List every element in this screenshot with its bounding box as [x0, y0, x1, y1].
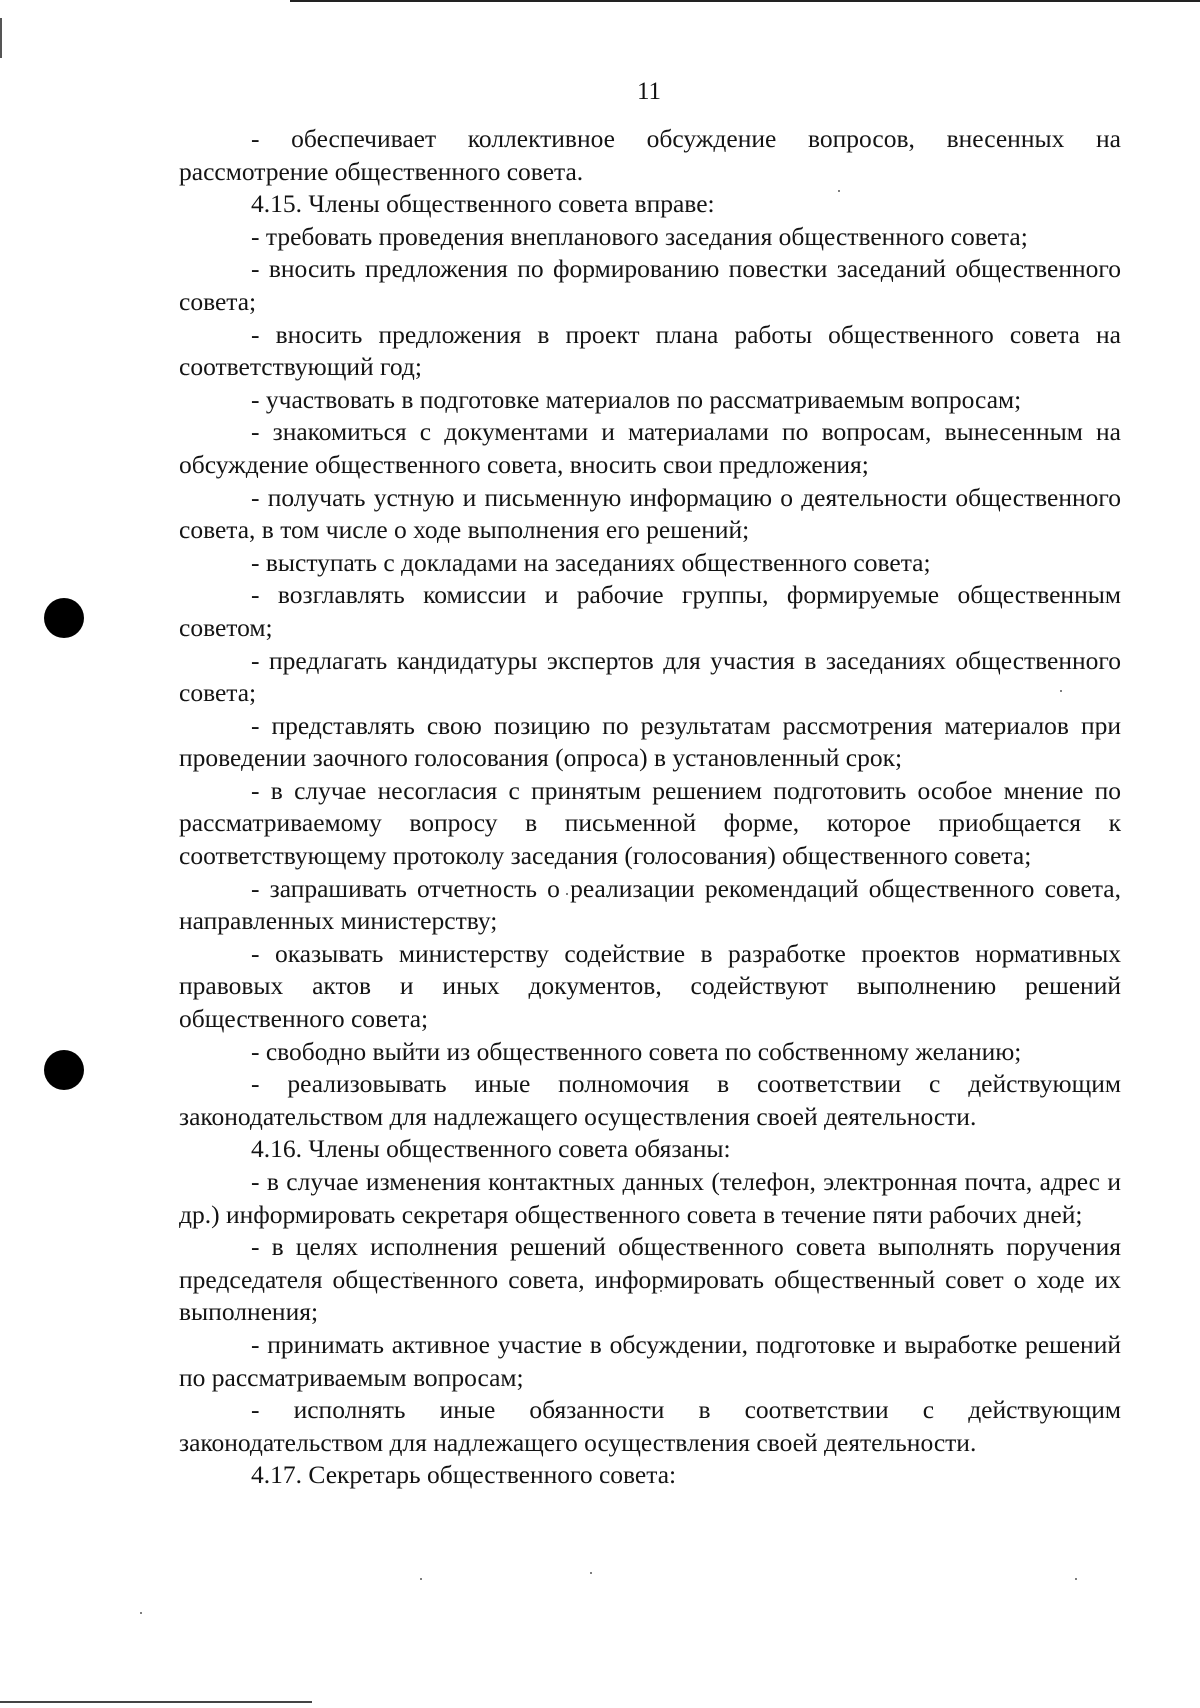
section-heading: 4.16. Члены общественного совета обязаны: — [251, 1134, 731, 1164]
list-item: - принимать активное участие в обсуждении, подготовке и выработке решений по рассматриваемым вопросам; — [179, 1329, 1121, 1392]
punch-hole-lower — [44, 1050, 84, 1090]
scan-edge-top — [290, 0, 1200, 2]
scan-edge-bottom — [0, 1701, 312, 1703]
scan-speck — [1075, 1578, 1077, 1580]
list-item: - участвовать в подготовке материалов по рассматриваемым вопросам; — [251, 384, 1022, 414]
list-item: - вносить предложения в проект плана работы общественного совета на соответствующий год; — [179, 319, 1121, 382]
list-item: - обеспечивает коллективное обсуждение вопросов, внесенных на рассмотрение общественного совета. — [179, 124, 1121, 186]
document-body — [179, 123, 1121, 1492]
list-item: - требовать проведения внепланового заседания общественного совета; — [251, 221, 1028, 251]
list-item: - предлагать кандидатуры экспертов для участия в заседаниях общественного совета; — [179, 645, 1121, 708]
list-item: - оказывать министерству содействие в разработке проектов нормативных правовых актов и иных документов, содействуют выполнению решений общественного совета; — [179, 938, 1121, 1034]
punch-hole-upper — [44, 598, 84, 638]
page-number: 11 — [636, 78, 662, 105]
list-item: - в случае изменения контактных данных (телефон, электронная почта, адрес и др.) информировать секретаря общественного совета в течение пяти рабочих дней; — [179, 1167, 1121, 1229]
list-item: - запрашивать отчетность о реализации рекомендаций общественного совета, направленных министерству; — [179, 873, 1121, 936]
list-item: - в случае несогласия с принятым решением подготовить особое мнение по рассматриваемому вопросу в письменной форме, которое приобщается к соответствующему протоколу заседания (голосования) общественного совета; — [179, 775, 1121, 871]
list-item: - свободно выйти из общественного совета по собственному желанию; — [251, 1036, 1022, 1066]
list-item: - вносить предложения по формированию повестки заседаний общественного совета; — [179, 254, 1121, 316]
list-item: - представлять свою позицию по результатам рассмотрения материалов при проведении заочного голосования (опроса) в установленный срок; — [179, 710, 1121, 773]
scan-speck — [420, 1578, 422, 1580]
list-item: - получать устную и письменную информацию о деятельности общественного совета, в том числе о ходе выполнения его решений; — [179, 482, 1121, 545]
list-item: - возглавлять комиссии и рабочие группы, формируемые общественным советом; — [179, 580, 1121, 642]
list-item: - реализовывать иные полномочия в соответствии с действующим законодательством для надлежащего осуществления своей деятельности. — [179, 1069, 1121, 1131]
section-heading: 4.17. Секретарь общественного совета: — [251, 1460, 677, 1490]
scan-edge-left — [0, 18, 2, 58]
scan-speck — [590, 1572, 592, 1574]
scan-speck — [140, 1612, 142, 1614]
list-item: - в целях исполнения решений общественного совета выполнять поручения председателя общественного совета, информировать общественный совет о ходе их выполнения; — [179, 1232, 1121, 1327]
list-item: - знакомиться с документами и материалами по вопросам, вынесенным на обсуждение общественного совета, вносить свои предложения; — [179, 417, 1121, 479]
list-item: - выступать с докладами на заседаниях общественного совета; — [251, 547, 931, 577]
section-heading: 4.15. Члены общественного совета вправе: — [251, 189, 715, 219]
list-item: - исполнять иные обязанности в соответствии с действующим законодательством для надлежащего осуществления своей деятельности. — [179, 1395, 1121, 1457]
